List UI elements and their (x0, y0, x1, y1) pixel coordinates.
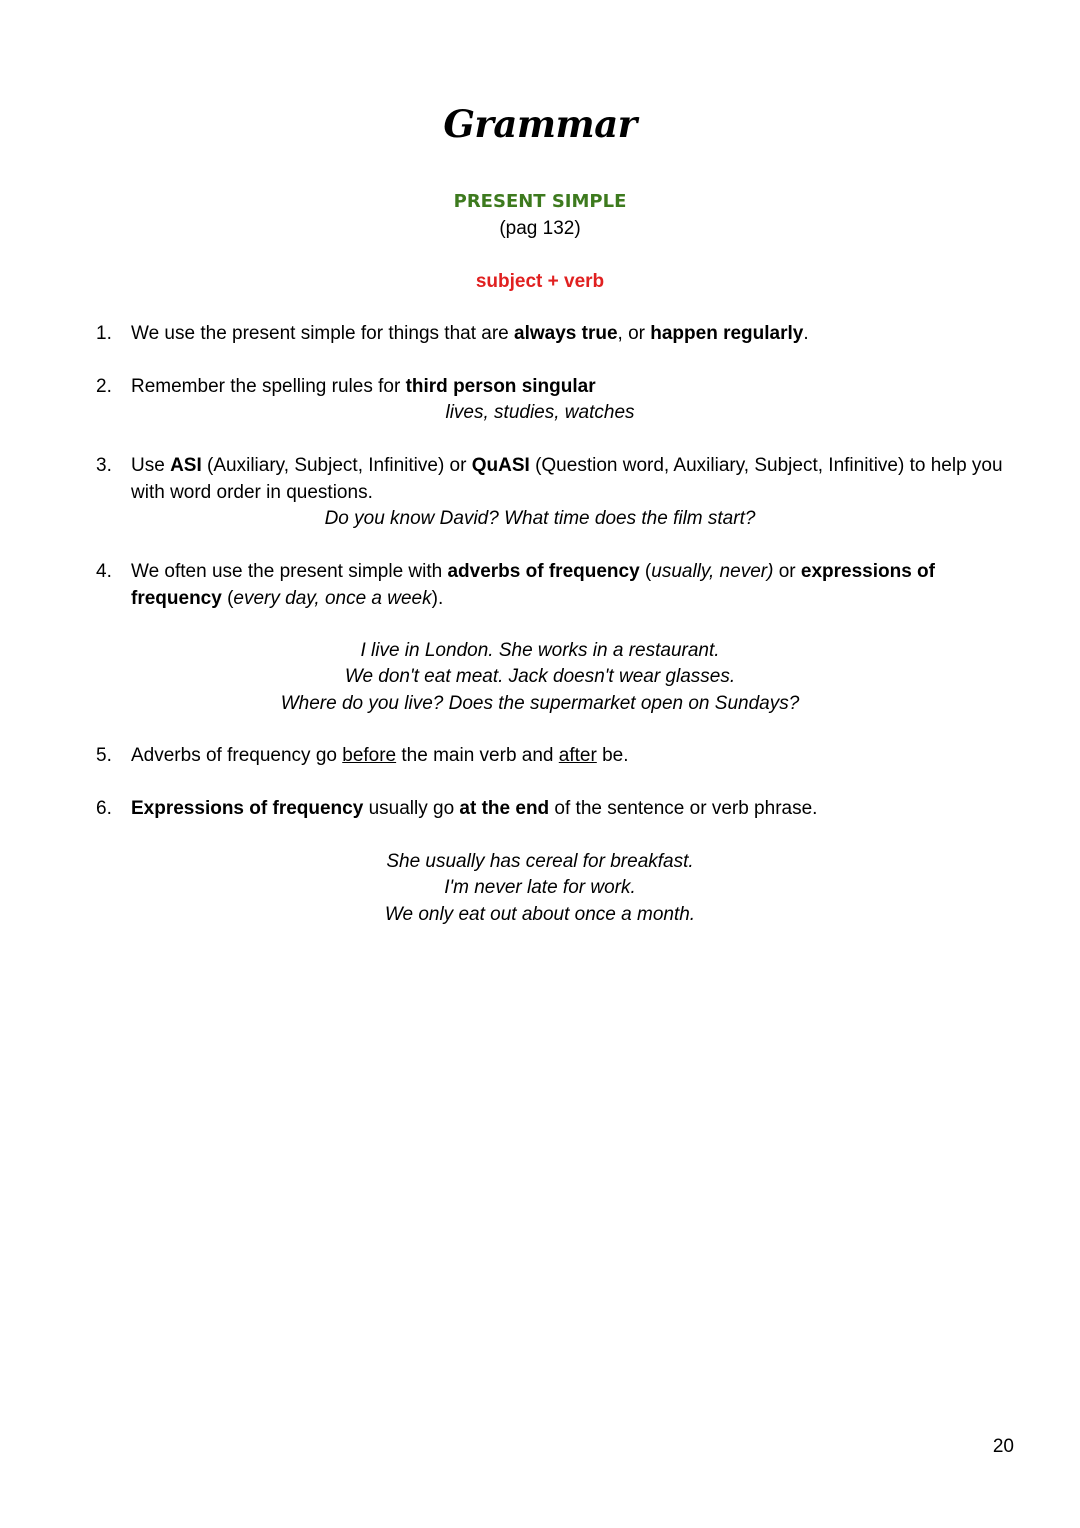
example-sentence: We only eat out about once a month. (384, 904, 696, 925)
rule-item-6 (96, 796, 1016, 823)
rule-number: 4. (96, 561, 112, 582)
rule-number: 2. (96, 376, 112, 397)
rule-text: Remember the spelling rules for third person singular (131, 376, 596, 397)
rule-number: 1. (96, 323, 112, 344)
grammar-formula: subject + verb (475, 271, 605, 292)
example-sentence: lives, studies, watches (445, 402, 635, 423)
page-title: Grammar (443, 102, 637, 146)
rule-text: We often use the present simple with adverbs of frequency (usually, never) or expressions of frequency (every day, once a week). (131, 561, 935, 609)
rule-text: Expressions of frequency usually go at the end of the sentence or verb phrase. (131, 798, 818, 819)
rule-item-3 (96, 453, 1016, 506)
example-sentence: She usually has cereal for breakfast. (386, 851, 694, 872)
example-sentence: Do you know David? What time does the film start? (324, 508, 756, 529)
rule-number: 5. (96, 745, 112, 766)
example-sentence: I'm never late for work. (444, 877, 636, 898)
example-sentence: We don't eat meat. Jack doesn't wear glasses. (344, 666, 736, 687)
rule-number: 3. (96, 455, 112, 476)
page-reference: (pag 132) (499, 218, 581, 239)
rule-item-5 (96, 743, 1016, 770)
rule-item-4 (96, 559, 1016, 612)
page-number: 20 (992, 1436, 1014, 1457)
rule-text: Use ASI (Auxiliary, Subject, Infinitive) or QuASI (Question word, Auxiliary, Subject, Infinitive) to help you with word order in questions. (131, 455, 1003, 503)
rule-text: Adverbs of frequency go before the main verb and after be. (131, 745, 629, 766)
rule-text: We use the present simple for things that are always true, or happen regularly. (131, 323, 809, 344)
example-sentence: Where do you live? Does the supermarket open on Sundays? (280, 693, 800, 714)
example-sentence: I live in London. She works in a restaurant. (360, 640, 720, 661)
section-heading: PRESENT SIMPLE (453, 191, 627, 212)
rule-item-2 (96, 374, 1016, 401)
rule-item-1 (96, 321, 1016, 348)
rule-number: 6. (96, 798, 112, 819)
